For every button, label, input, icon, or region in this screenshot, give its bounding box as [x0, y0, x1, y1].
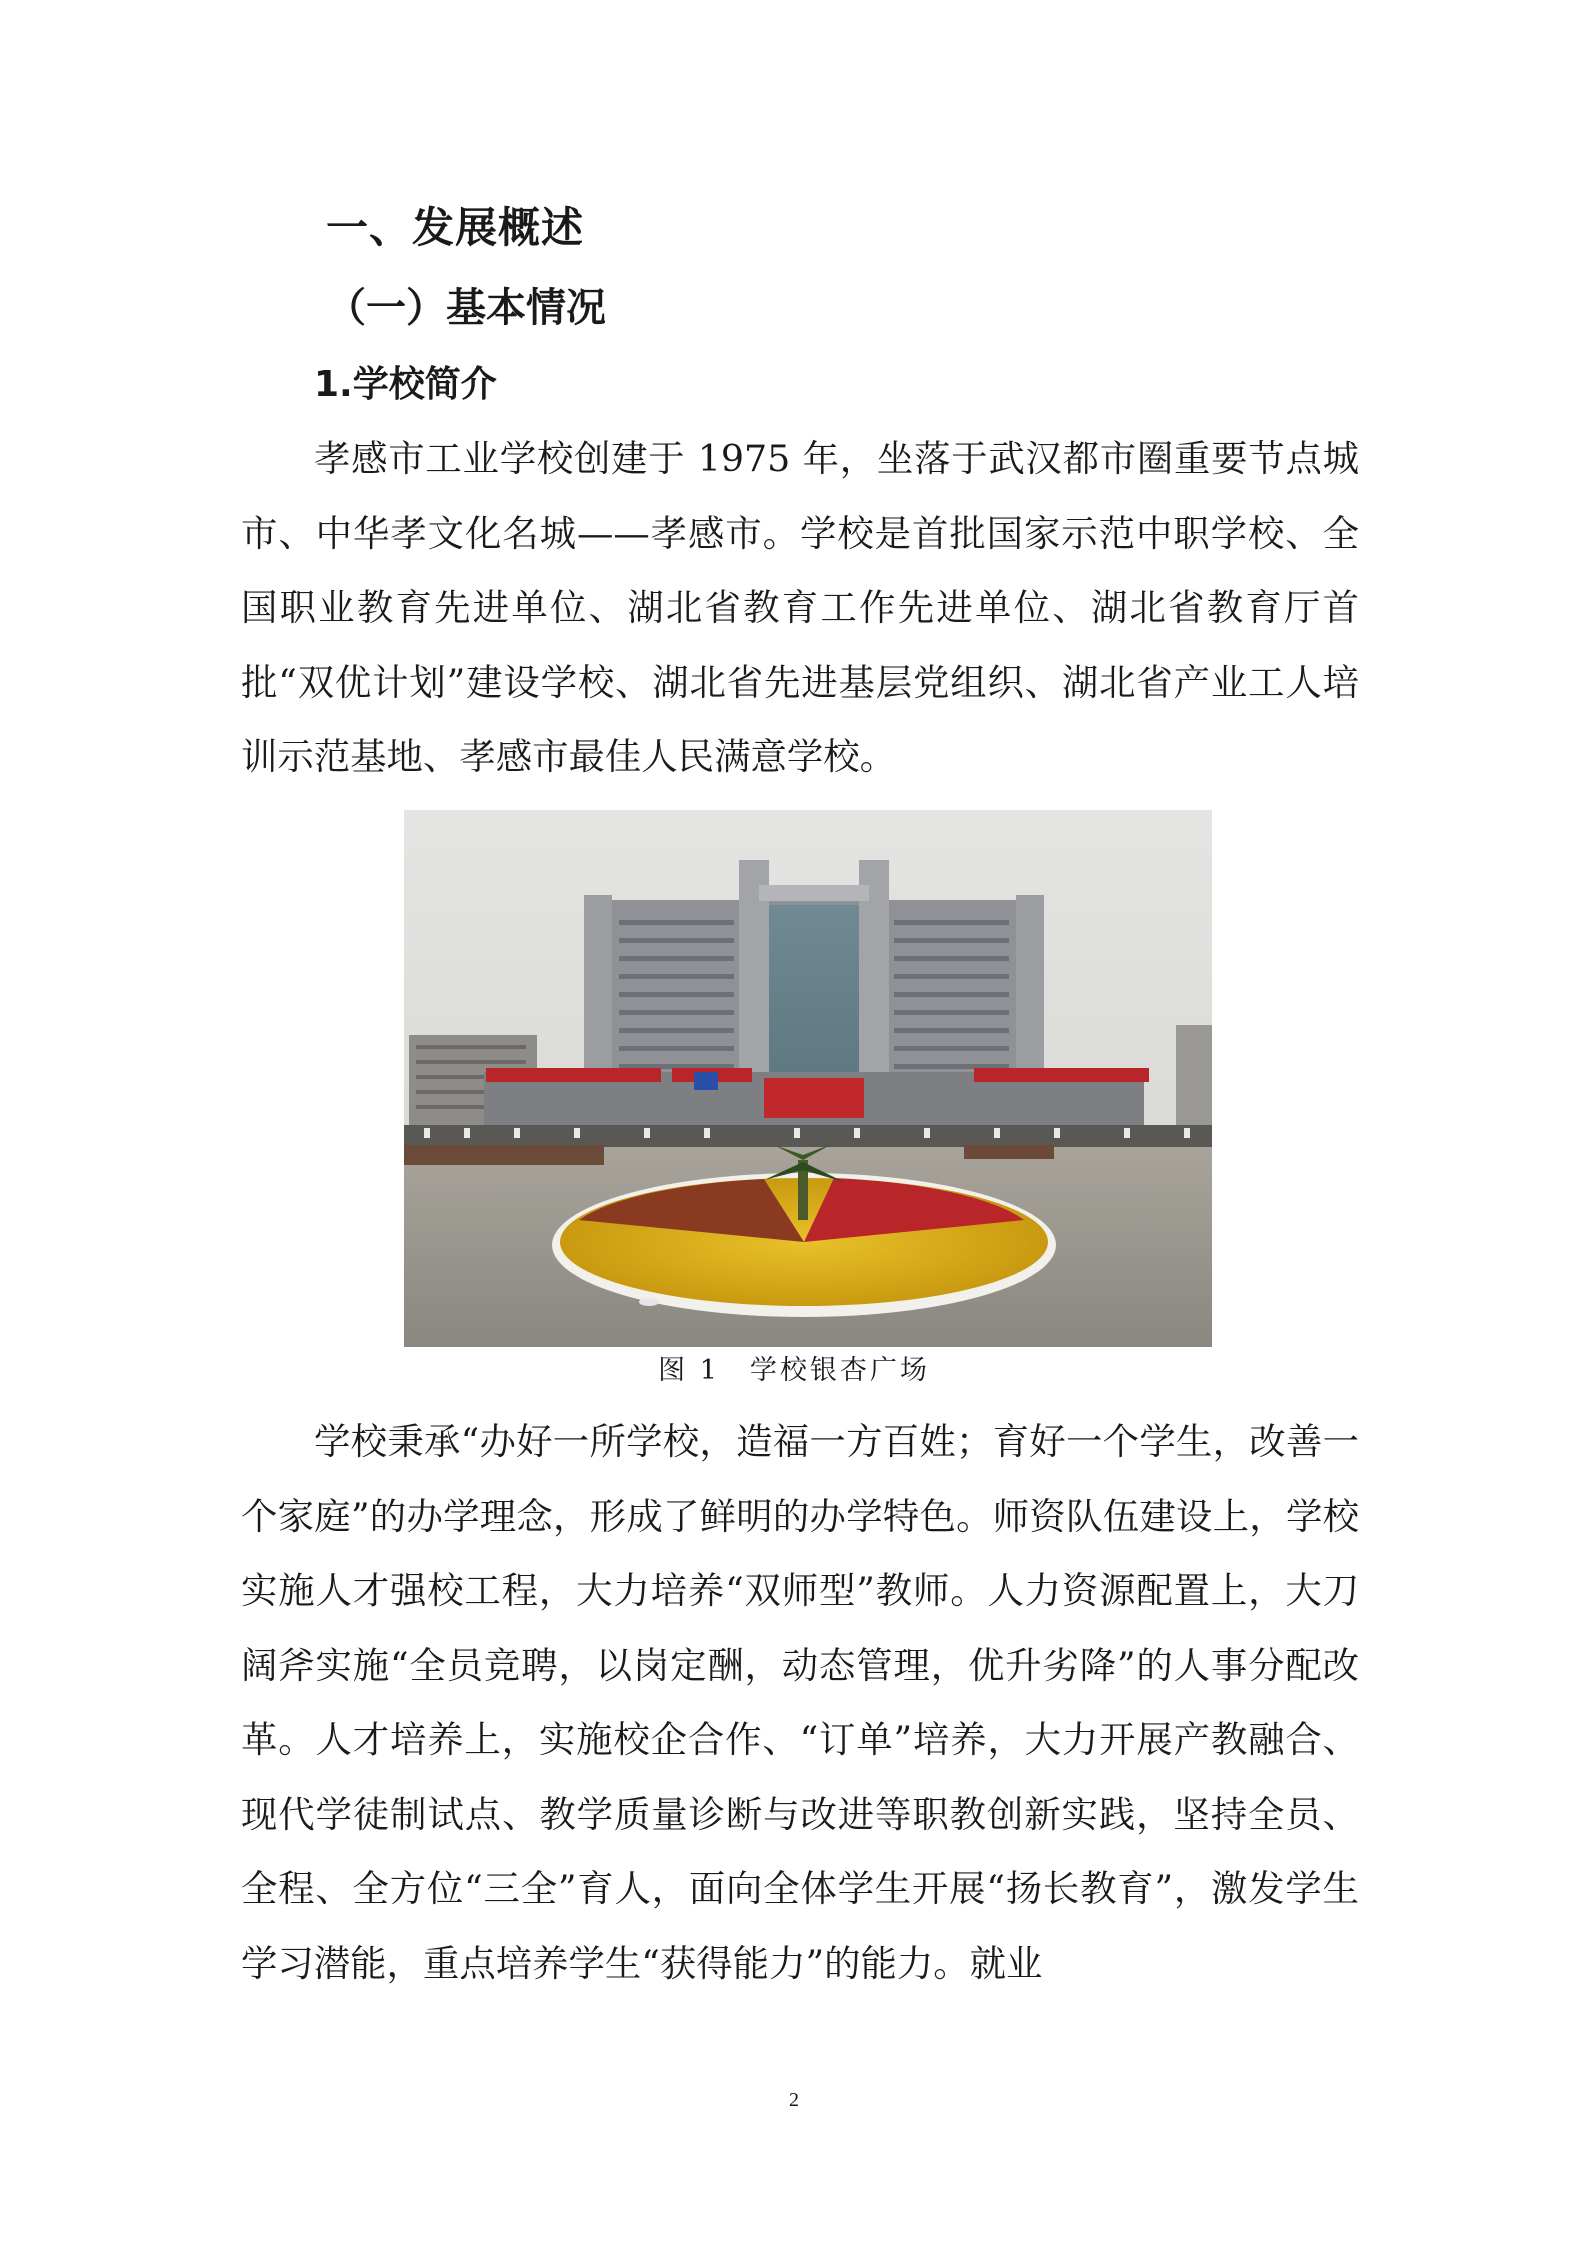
section-heading: 一、发展概述	[326, 203, 585, 252]
subsection-heading: （一）基本情况	[326, 285, 606, 331]
intro-paragraph: 孝感市工业学校创建于 1975 年，坐落于武汉都市圈重要节点城市、中华孝文化名城——孝感市。学校是首批国家示范中职学校、全国职业教育先进单位、湖北省教育工作先进单位、湖北省教育厅首批“双优计划”建设学校、湖北省先进基层党组织、湖北省产业工人培训示范基地、孝感市最佳人民满意学校。	[241, 437, 1359, 778]
figure-caption: 图 1 学校银杏广场	[658, 1355, 930, 1386]
philosophy-paragraph: 学校秉承“办好一所学校，造福一方百姓；育好一个学生，改善一个家庭”的办学理念，形成了鲜明的办学特色。师资队伍建设上，学校实施人才强校工程，大力培养“双师型”教师。人力资源配置上，大刀阔斧实施“全员竞聘，以岗定酬，动态管理，优升劣降”的人事分配改革。人才培养上，实施校企合作、“订单”培养，大力开展产教融合、现代学徒制试点、教学质量诊断与改进等职教创新实践，坚持全员、全程、全方位“三全”育人，面向全体学生开展“扬长教育”，激发学生学习潜能，重点培养学生“获得能力”的能力。就业	[241, 1420, 1359, 1985]
school-plaza-photo	[404, 810, 1212, 1347]
page-number: 2	[789, 2089, 799, 2111]
sub-subsection-heading: 1.学校简介	[314, 364, 497, 405]
